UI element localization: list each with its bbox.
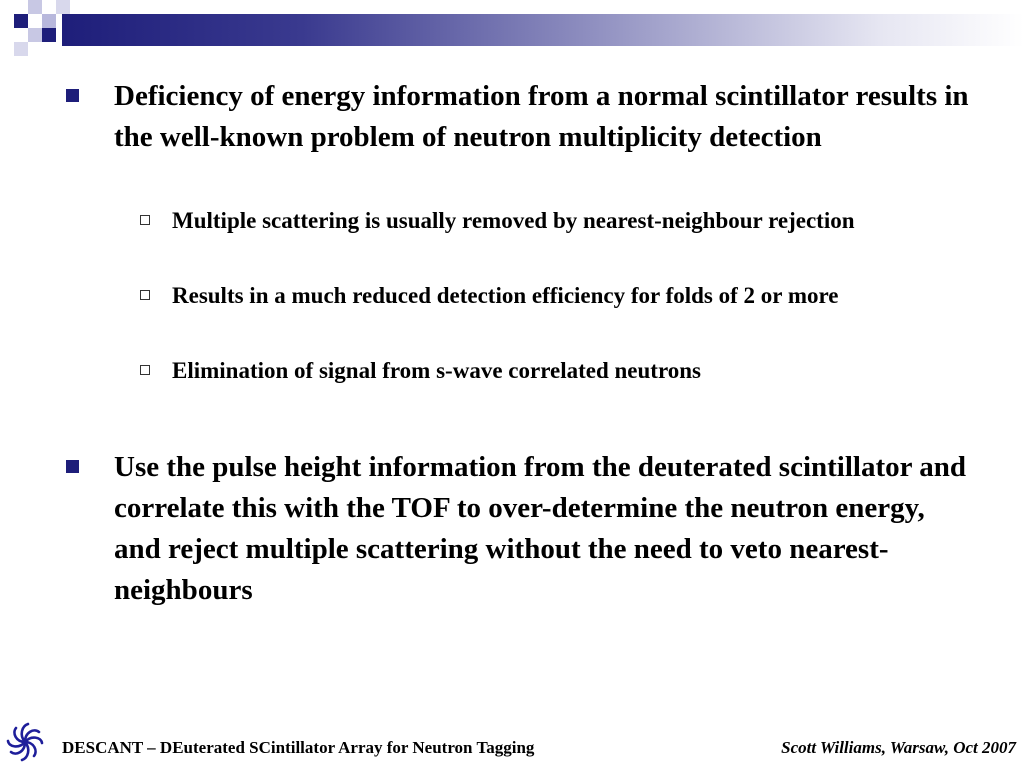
- hollow-square-bullet-icon: [140, 215, 150, 225]
- bullet-text: Use the pulse height information from the deuterated scintillator and correlate this with the TOF to over-determine the neutron energy, and reject multiple scattering without the need to veto nearest-neighbours: [114, 451, 966, 606]
- sub-bullet-text: Multiple scattering is usually removed by nearest-neighbour rejection: [172, 208, 855, 233]
- bullet-text: Deficiency of energy information from a normal scintillator results in the well-known problem of neutron multiplicity detection: [114, 80, 969, 153]
- sub-bullet-text: Results in a much reduced detection efficiency for folds of 2 or more: [172, 283, 839, 308]
- sub-bullet-text: Elimination of signal from s-wave correlated neutrons: [172, 358, 701, 383]
- footer-title: DESCANT – DEuterated SCintillator Array for Neutron Tagging: [62, 738, 535, 757]
- descant-logo-icon: [4, 720, 46, 764]
- footer-author: Scott Williams, Warsaw, Oct 2007: [781, 738, 1016, 757]
- hollow-square-bullet-icon: [140, 290, 150, 300]
- hollow-square-bullet-icon: [140, 365, 150, 375]
- square-bullet-icon: [66, 89, 79, 102]
- square-bullet-icon: [66, 460, 79, 473]
